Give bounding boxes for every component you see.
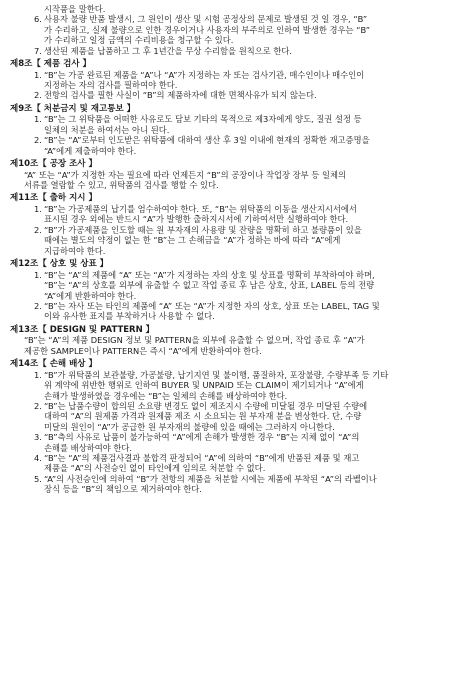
text-line: 위 계약에 위반한 행위로 인하여 BUYER 및 UNPAID 또는 CLAIM이 제기되거나 “A”에게 xyxy=(44,380,364,391)
text-line: “B”는 “A”의 제품에 “A” 또는 “A”가 지정하는 자의 상호 및 상표를 명확히 부착하여야 하며, xyxy=(44,269,375,280)
list-item xyxy=(10,301,462,322)
item-number: 3. xyxy=(34,432,42,443)
list-item xyxy=(10,14,462,45)
text-line: “B”는 “A”의 제품검사결과 불합격 판정되어 “A”에 의하여 “B”에게 반품된 제품 및 재고 xyxy=(44,452,360,463)
item-number: 4. xyxy=(34,452,42,463)
list-item xyxy=(10,453,462,474)
list-item xyxy=(10,270,462,301)
text-line: “B”측의 사유로 납품이 불가능하여 “A”에게 손해가 발생한 경우 “B”는 지체 없이 “A”의 xyxy=(44,432,360,443)
list-item xyxy=(10,474,462,495)
paragraph-line: 제공한 SAMPLE이나 PATTERN은 즉시 “A”에게 반환하여야 한다. xyxy=(24,345,262,356)
text-line: 때에는 별도의 약정이 없는 한 “B”는 그 손해금을 “A”가 정하는 바에 따라 “A”에게 xyxy=(44,235,341,246)
item-number: 2. xyxy=(34,135,42,146)
continued-text: 시작품을 말한다. xyxy=(44,4,106,14)
list-item xyxy=(10,90,462,100)
item-number: 2. xyxy=(34,90,42,101)
text-line: 일체의 처분을 하여서는 아니 된다. xyxy=(44,124,170,135)
item-number: 2. xyxy=(34,400,42,411)
item-number: 1. xyxy=(34,369,42,380)
text-line: “A”에게 반환하여야 한다. xyxy=(44,290,137,301)
paragraph-line: “A” 또는 “A”가 지정한 자는 필요에 따라 언제든지 “B”의 공장이나 작업장 장부 등 일체의 xyxy=(24,169,347,180)
text-line: 가 수리하고 일정 금액의 수리비용을 청구할 수 있다. xyxy=(44,35,234,46)
text-line: 생산된 제품을 납품하고 그 후 1년간을 무상 수리함을 원칙으로 한다. xyxy=(44,45,293,56)
text-line: “B”는 가공 완료된 제품을 “A”나 “A”가 지정하는 자 또는 검사기관, 매수인이나 매수인이 xyxy=(44,69,365,80)
section-heading: 제10조【 공장 조사 】 xyxy=(10,159,97,170)
section-heading: 제13조【 DESIGN 및 PATTERN 】 xyxy=(10,324,155,335)
section-heading: 제11조【 출하 지시 】 xyxy=(10,193,97,204)
paragraph-line: “B”는 “A”의 제품 DESIGN 정보 및 PATTERN을 외부에 유출할 수 없으며, 작업 종료 후 “A”가 xyxy=(24,335,365,346)
section-heading: 제9조【 처분금지 및 재고통보 】 xyxy=(10,103,136,114)
text-line: 제품을 “A”의 사전승인 없이 타인에게 임의로 처분할 수 없다. xyxy=(44,463,266,474)
list-item xyxy=(10,370,462,401)
text-line: 손해를 배상하여야 한다. xyxy=(44,442,133,453)
item-number: 6. xyxy=(34,14,42,25)
list-item xyxy=(10,204,462,225)
list-item xyxy=(10,225,462,256)
item-number: 1. xyxy=(34,204,42,215)
text-line: 이와 유사한 표지를 부착하거나 사용할 수 없다. xyxy=(44,311,215,322)
text-line: “B”는 자사 또는 타인의 제품에 “A” 또는 “A”가 지정한 자의 상호, 상표 또는 LABEL, TAG 및 xyxy=(44,300,380,311)
text-line: “B”가 가공제품을 인도할 때는 원 부자재의 사용량 및 잔량을 명확히 하고 불량품이 있을 xyxy=(44,224,362,235)
text-line: “B”는 그 위탁품을 어떠한 사유로도 담보 기타의 목적으로 제3자에게 양도, 질권 설정 등 xyxy=(44,114,362,125)
text-line: 장식 등을 “B”의 책임으로 제거하여야 한다. xyxy=(44,484,202,495)
text-line: “B”는 납품수량이 합의된 소요량 변경도 없이 제조지시 수량에 미달될 경우 미달된 수량에 xyxy=(44,400,368,411)
list-item xyxy=(10,114,462,135)
list-item xyxy=(10,432,462,453)
text-line: 표시된 경우 외에는 반드시 “A”가 발행한 출하지시서에 기하여서만 실행하여야 한다. xyxy=(44,214,349,225)
item-number: 1. xyxy=(34,114,42,125)
paragraph-line: 서류를 열람할 수 있고, 위탁품의 검사를 행할 수 있다. xyxy=(24,180,219,191)
list-item xyxy=(10,401,462,432)
item-number: 2. xyxy=(34,300,42,311)
text-line: 손해가 발생하였을 경우에는 “B”는 일체의 손해를 배상하여야 한다. xyxy=(44,390,288,401)
list-item xyxy=(10,46,462,56)
section-heading: 제14조【 손해 배상 】 xyxy=(10,359,97,370)
text-line: 대하여 “A”의 원제품 가격과 원제품 제조 시 소요되는 원 부자재 분을 변상한다. 단, 수량 xyxy=(44,411,362,422)
item-number: 1. xyxy=(34,69,42,80)
text-line: “A”의 사전승인에 의하여 “B”가 전항의 제품을 처분할 시에는 제품에 부착된 “A”의 라벨이나 xyxy=(44,473,377,484)
item-number: 7. xyxy=(34,45,42,56)
item-number: 2. xyxy=(34,224,42,235)
text-line: “B”는 가공제품의 납기를 엄수하여야 한다. 또, “B”는 위탁품의 이동을 생산지시서에서 xyxy=(44,204,357,215)
section-heading: 제8조【 제품 검사 】 xyxy=(10,59,92,70)
item-number: 1. xyxy=(34,269,42,280)
text-line: “A”에게 제출하여야 한다. xyxy=(44,145,137,156)
text-line: “B”는 “A”로부터 인도받은 위탁품에 대하여 생산 후 3일 이내에 현재의 정확한 재고증명을 xyxy=(44,135,370,146)
item-number: 5. xyxy=(34,473,42,484)
list-item xyxy=(10,70,462,91)
text-line: 지정하는 자의 검사를 필하여야 한다. xyxy=(44,80,178,91)
text-line: 미달의 원인이 “A”가 공급한 원 부자재의 불량에 있을 때에는 그러하지 아니한다. xyxy=(44,421,335,432)
text-line: 지급하여야 한다. xyxy=(44,245,106,256)
list-item xyxy=(10,135,462,156)
text-line: 사용자 불량 반품 발생시, 그 원인이 생산 및 시험 공정상의 문제로 발생된 것 일 경우, “B” xyxy=(44,14,368,25)
text-line: 전항의 검사를 필한 사실이 “B”의 제품하자에 대한 면책사유가 되지 않는다. xyxy=(44,90,317,101)
section-heading: 제12조【 상호 및 상표 】 xyxy=(10,259,109,270)
text-line: “B”가 위탁품의 보관불량, 가공불량, 납기지연 및 불이행, 품질하자, 포장불량, 수량부족 등 기타 xyxy=(44,369,389,380)
text-line: 가 수리하고, 실제 불량으로 인한 경우이거나 사용자의 부주의로 인하여 발생한 경우는 “B” xyxy=(44,24,371,35)
text-line: “B”는 “A”의 상호를 외부에 유출할 수 없고 작업 종료 후 남은 상호, 상표, LABEL 등의 전량 xyxy=(44,280,375,291)
